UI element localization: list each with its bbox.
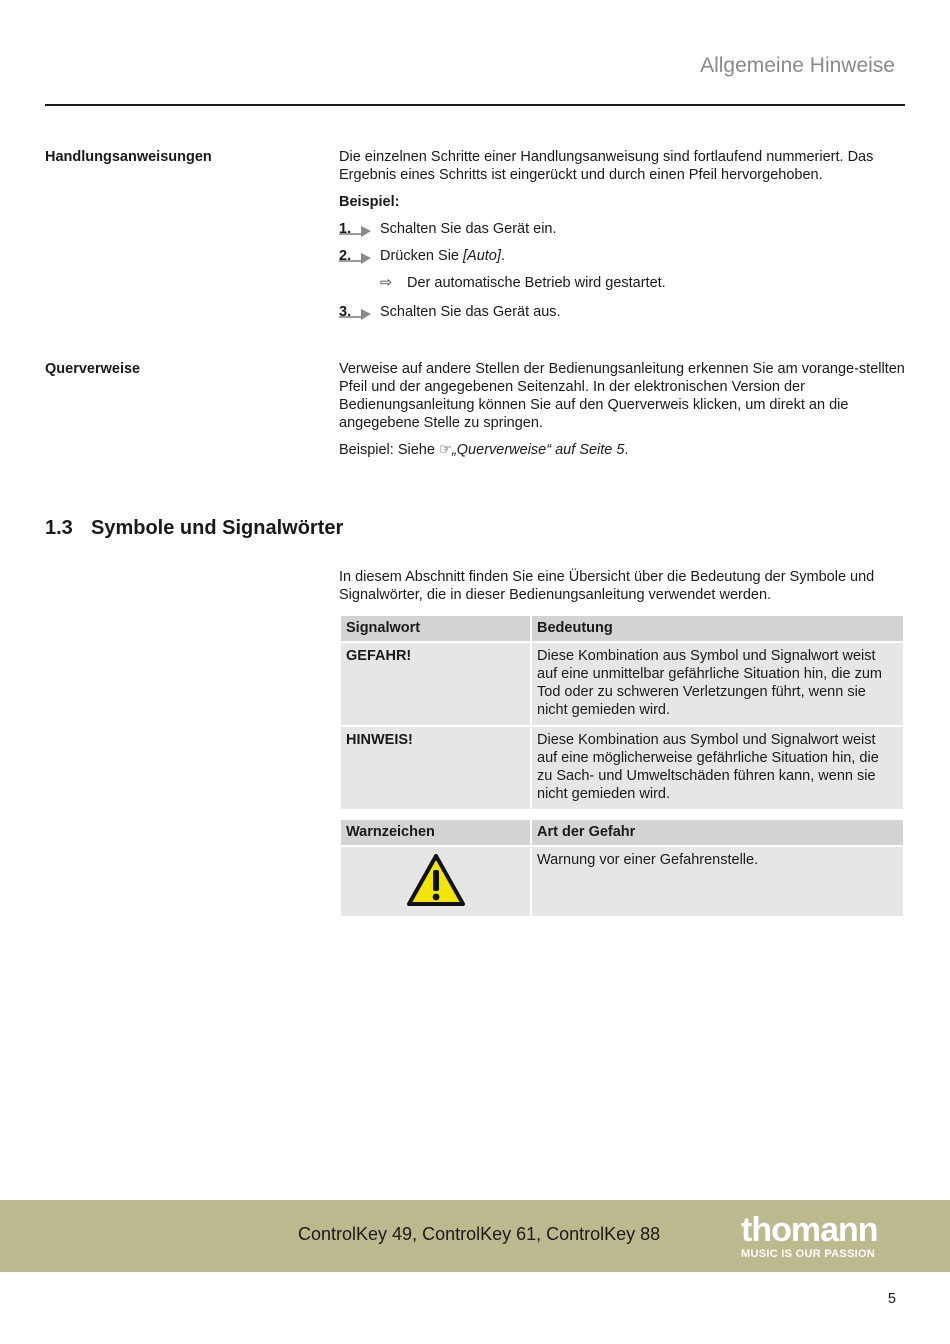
header-divider <box>45 104 905 106</box>
danger-description: Warnung vor einer Gefahrenstelle. <box>532 847 903 916</box>
step-text: Schalten Sie das Gerät ein. <box>380 221 557 237</box>
table-row <box>341 643 903 725</box>
signal-meaning: Diese Kombination aus Symbol und Signalwort weist auf eine unmittelbar gefährliche Situation hin, die zum Tod oder zu schweren Verletzungen führt, wenn sie nicht gemieden wird. <box>532 643 903 725</box>
signal-meaning: Diese Kombination aus Symbol und Signalwort weist auf eine möglicherweise gefährliche Situation hin, die zu Sach- und Umweltschäden führen kann, wenn sie nicht gemieden wird. <box>532 727 903 809</box>
step-3 <box>339 303 905 321</box>
column-header: Bedeutung <box>532 616 903 641</box>
step-2 <box>339 247 905 265</box>
table-row <box>341 727 903 809</box>
signal-word: HINWEIS! <box>341 727 530 809</box>
section-intro: In diesem Abschnitt finden Sie eine Übersicht über die Bedeutung der Symbole und Signalwörter, die in dieser Bedienungsanleitung verwendet werden. <box>339 569 875 603</box>
crossref-text: Verweise auf andere Stellen der Bedienungsanleitung erkennen Sie am vorange-stellten Pfeil und der angegebenen Seitenzahl. In der elektronischen Version der Bedienungsanleitung können Sie auf den Querverweis klicken, um direkt an die angegebene Stelle zu springen. <box>339 361 905 431</box>
instructions-intro: Die einzelnen Schritte einer Handlungsanweisung sind fortlaufend nummeriert. Das Ergebnis eines Schritts ist eingerückt und durch einen Pfeil hervorgehoben. <box>339 149 874 183</box>
section-heading <box>45 515 343 541</box>
step-text: Schalten Sie das Gerät aus. <box>380 304 561 320</box>
brand-tagline: MUSIC IS OUR PASSION <box>741 1248 876 1260</box>
crossref-label: Querverweise <box>45 361 141 377</box>
crossref-content <box>339 360 905 468</box>
brand-name: thomann <box>741 1211 878 1249</box>
table-row <box>341 847 903 916</box>
section-number: 1.3 <box>45 517 73 539</box>
crossref-link[interactable]: „Querverweise“ auf Seite 5 <box>451 442 625 458</box>
column-header: Warnzeichen <box>341 820 530 845</box>
column-header: Art der Gefahr <box>532 820 903 845</box>
section-title: Symbole und Signalwörter <box>91 517 344 539</box>
table-header-row <box>341 616 903 641</box>
page-number: 5 <box>887 1291 896 1307</box>
crossref-hand-icon: ☞ <box>438 442 452 458</box>
step-number: 3. <box>339 303 373 321</box>
footer-model-names: ControlKey 49, ControlKey 61, ControlKey 88 <box>298 1224 661 1244</box>
warning-triangle-icon <box>406 853 466 907</box>
warning-sign-table <box>339 818 905 918</box>
step-number: 1. <box>339 220 373 238</box>
crossref-example: Beispiel: Siehe ☞„Querverweise“ auf Seite 5. <box>339 442 629 458</box>
instructions-label: Handlungsanweisungen <box>45 149 212 165</box>
column-header: Signalwort <box>341 616 530 641</box>
step-number: 2. <box>339 247 373 265</box>
instructions-content <box>339 148 905 330</box>
step-text: Drücken Sie [Auto]. <box>380 248 505 264</box>
table-header-row <box>341 820 903 845</box>
signal-word: GEFAHR! <box>341 643 530 725</box>
thomann-logo <box>741 1212 901 1261</box>
signal-word-table <box>339 614 905 811</box>
page-header-title: Allgemeine Hinweise <box>700 54 895 77</box>
result-text: Der automatische Betrieb wird gestartet. <box>407 275 666 291</box>
step-result <box>339 274 905 292</box>
result-arrow-icon: ⇨ <box>380 275 393 291</box>
example-label: Beispiel: <box>339 194 400 210</box>
step-1 <box>339 220 905 238</box>
warning-symbol-cell <box>341 847 530 916</box>
key-name: [Auto] <box>463 248 501 264</box>
